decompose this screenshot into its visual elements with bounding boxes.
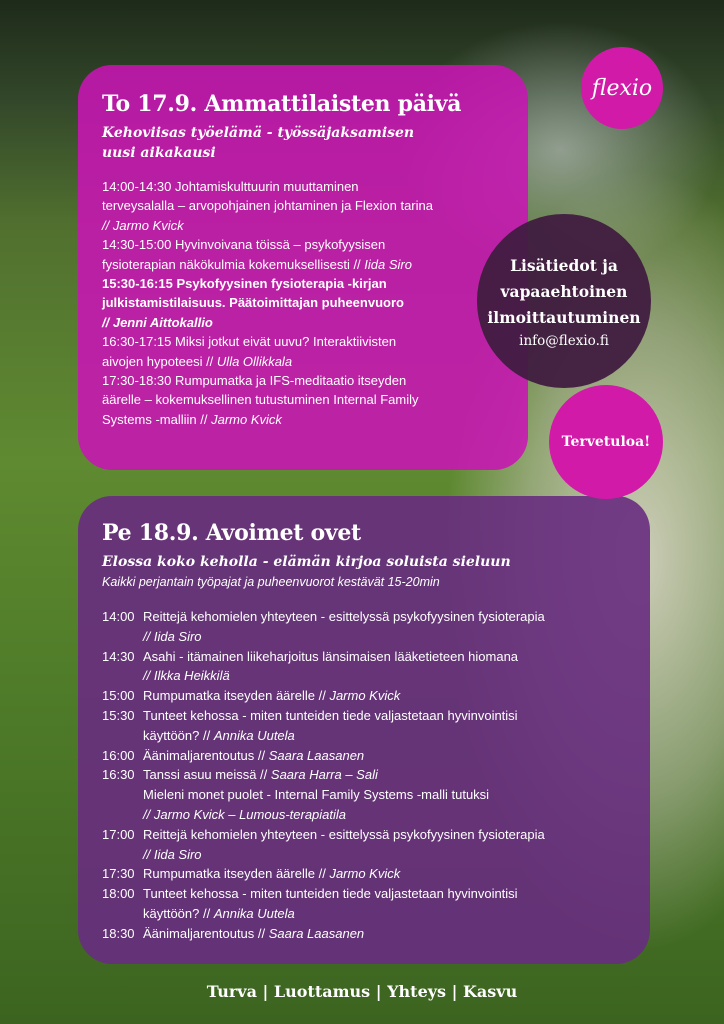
speaker: Jarmo Kvick	[329, 866, 401, 882]
item-time: 18:00	[102, 886, 135, 902]
thursday-subtitle-line2: uusi aikakausi	[102, 145, 216, 161]
speaker: // Jarmo Kvick – Lumous-terapiatila	[143, 806, 347, 822]
item-text: Tanssi asuu meissä //	[143, 767, 268, 783]
item-time: 15:00	[102, 688, 135, 704]
speaker: Jarmo Kvick	[211, 411, 282, 427]
friday-subtitle: Elossa koko keholla - elämän kirjoa soluista sieluun	[102, 554, 511, 570]
speaker: Ulla Ollikkala	[216, 353, 293, 369]
flexio-logo	[581, 47, 663, 129]
item-text: Rumpumatka itseyden äärelle //	[143, 866, 326, 882]
item-text: terveysalalla – arvopohjainen johtaminen ja Flexion tarina	[102, 198, 433, 214]
item-text: Reittejä kehomielen yhteyteen - esittelyssä psykofyysinen fysioterapia	[143, 609, 545, 624]
item-time: 16:00	[102, 747, 135, 763]
friday-item	[102, 825, 628, 865]
friday-title: Pe 18.9. Avoimet ovet	[102, 520, 361, 546]
item-time: 14:30	[102, 648, 135, 664]
item-text: Reittejä kehomielen yhteyteen - esittelyssä psykofyysinen fysioterapia	[143, 826, 545, 842]
info-line: Lisätiedot ja	[510, 256, 618, 275]
friday-item	[102, 864, 628, 884]
friday-programme	[102, 607, 628, 944]
speaker: // Iida Siro	[143, 846, 202, 862]
welcome-text: Tervetuloa!	[561, 434, 651, 450]
thursday-subtitle-line1: Kehoviisas työelämä - työssäjaksamisen	[102, 125, 415, 141]
speaker: Jarmo Kvick	[329, 688, 401, 704]
thursday-item	[102, 332, 506, 371]
item-text: 15:30-16:15 Psykofyysinen fysioterapia -kirjan	[102, 276, 387, 292]
item-text: Äänimaljarentoutus //	[143, 747, 266, 763]
footer-values: Turva | Luottamus | Yhteys | Kasvu	[206, 982, 518, 1001]
speaker: Saara Harra – Sali	[270, 767, 378, 783]
friday-card	[78, 496, 650, 964]
item-text: julkistamistilaisuus. Päätoimittajan puheenvuoro	[102, 295, 404, 311]
speaker: // Ilkka Heikkilä	[143, 668, 230, 684]
speaker: Iida Siro	[364, 256, 412, 272]
thursday-item-highlight	[102, 274, 506, 332]
friday-item	[102, 765, 628, 824]
friday-item	[102, 647, 628, 687]
speaker: Annika Uutela	[213, 905, 295, 921]
item-time: 17:30	[102, 866, 135, 882]
item-text: aivojen hypoteesi //	[102, 353, 214, 369]
friday-item	[102, 884, 628, 924]
item-text: 17:30-18:30 Rumpumatka ja IFS-meditaatio itseyden	[102, 373, 407, 389]
item-text: Mieleni monet puolet - Internal Family Systems -malli tutuksi	[143, 787, 490, 803]
speaker: // Jarmo Kvick	[102, 217, 184, 233]
item-text: Rumpumatka itseyden äärelle //	[143, 688, 326, 704]
info-circle	[477, 214, 651, 388]
friday-item	[102, 924, 628, 944]
item-text: käyttöön? //	[143, 905, 211, 921]
item-time: 17:00	[102, 826, 135, 842]
friday-item	[102, 746, 628, 766]
item-time: 15:30	[102, 707, 135, 723]
info-email[interactable]: info@flexio.fi	[519, 333, 609, 349]
item-text: Systems -malliin //	[102, 411, 208, 427]
info-line: vapaaehtoinen	[500, 282, 628, 301]
friday-item	[102, 706, 628, 746]
speaker: Saara Laasanen	[268, 747, 365, 763]
item-text: käyttöön? //	[143, 727, 211, 743]
item-text: Äänimaljarentoutus //	[143, 925, 266, 941]
item-text: fysioterapian näkökulmia kokemuksellisesti //	[102, 256, 361, 272]
item-text: Tunteet kehossa - miten tunteiden tiede valjastetaan hyvinvointisi	[143, 886, 518, 902]
item-time: 14:00	[102, 609, 135, 624]
speaker: // Iida Siro	[143, 628, 202, 644]
item-text: 14:00-14:30 Johtamiskulttuurin muuttaminen	[102, 179, 359, 194]
item-time: 16:30	[102, 767, 135, 783]
item-time: 18:30	[102, 925, 135, 941]
info-line: ilmoittautuminen	[487, 308, 641, 327]
thursday-card	[78, 65, 528, 470]
welcome-circle	[549, 385, 663, 499]
item-text: Asahi - itämainen liikeharjoitus länsimaisen lääketieteen hiomana	[143, 648, 519, 664]
thursday-item	[102, 371, 506, 429]
speaker: // Jenni Aittokallio	[102, 314, 213, 330]
thursday-item	[102, 235, 506, 274]
item-text: Tunteet kehossa - miten tunteiden tiede valjastetaan hyvinvointisi	[143, 707, 518, 723]
logo-text: flexio	[591, 75, 653, 101]
friday-item	[102, 607, 628, 647]
thursday-programme	[102, 177, 506, 429]
item-text: äärelle – kokemuksellinen tutustuminen Internal Family	[102, 392, 419, 408]
item-text: 16:30-17:15 Miksi jotkut eivät uuvu? Interaktiivisten	[102, 334, 397, 350]
speaker: Annika Uutela	[213, 727, 295, 743]
thursday-item	[102, 177, 506, 235]
friday-item	[102, 686, 628, 706]
friday-note: Kaikki perjantain työpajat ja puheenvuorot kestävät 15-20min	[102, 575, 440, 589]
speaker: Saara Laasanen	[268, 925, 365, 941]
thursday-title: To 17.9. Ammattilaisten päivä	[102, 91, 462, 117]
item-text: 14:30-15:00 Hyvinvoivana töissä – psykofyysisen	[102, 237, 386, 253]
